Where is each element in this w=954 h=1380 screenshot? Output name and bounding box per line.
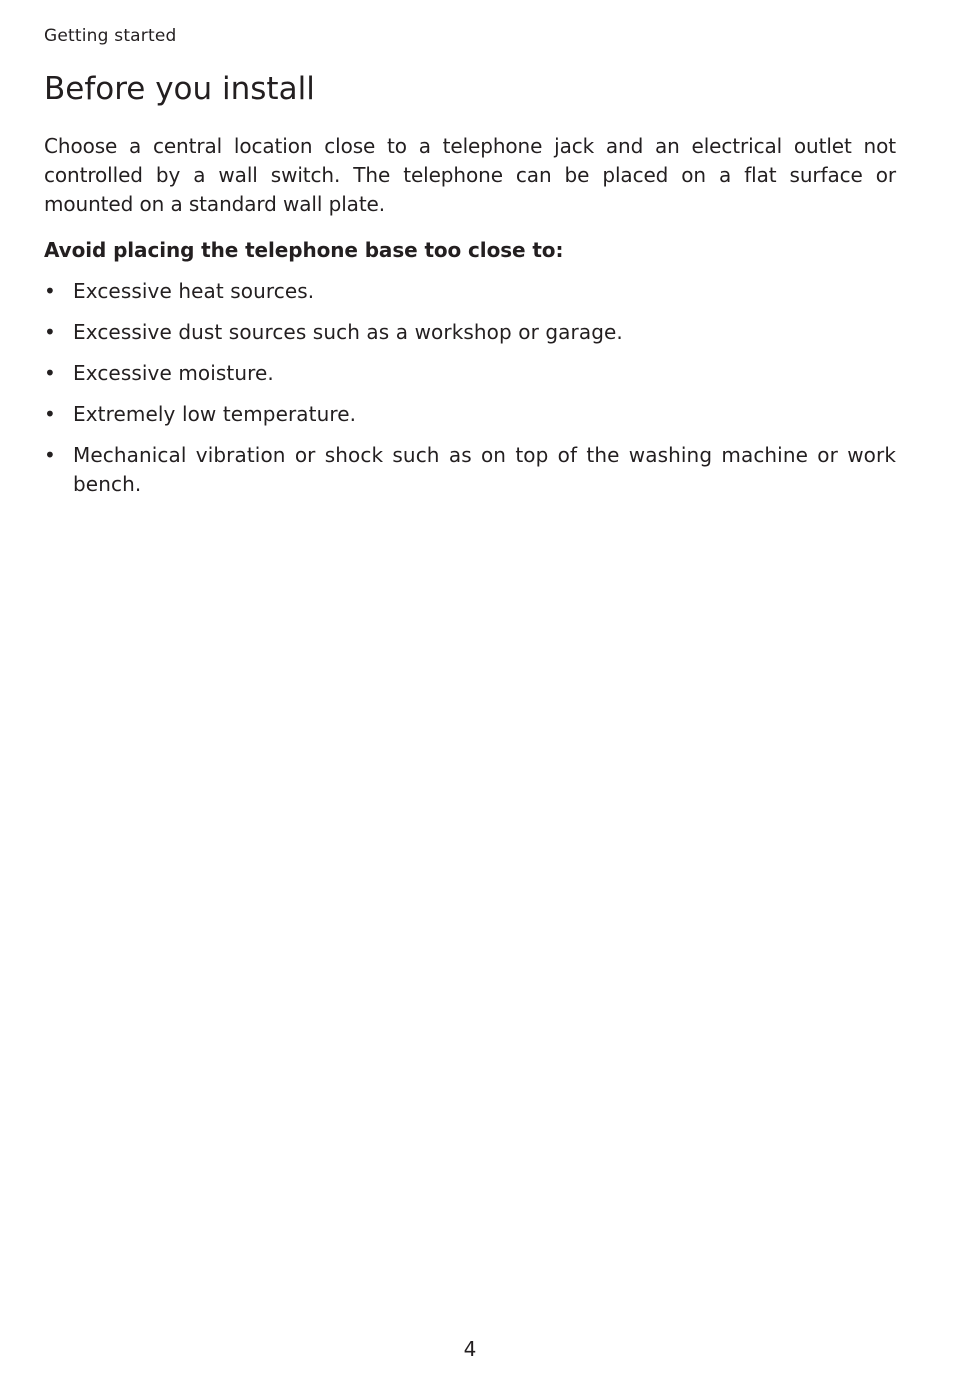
page-number: 4 [463,1337,477,1361]
document-page [44,0,896,1380]
avoid-list-heading: Avoid placing the telephone base too close to: [44,238,564,262]
bullet-icon: • [44,279,56,303]
list-item [44,277,896,306]
list-item [44,441,896,499]
page-title: Before you install [44,71,315,107]
list-item-text: Mechanical vibration or shock such as on top of the washing machine or work bench. [73,443,896,496]
intro-paragraph: Choose a central location close to a telephone jack and an electrical outlet not controlled by a wall switch. The telephone can be placed on a flat surface or mounted on a standard wall plate. [44,134,896,216]
list-item-text: Excessive dust sources such as a workshop or garage. [73,320,623,344]
list-item [44,318,896,347]
list-item-text: Excessive moisture. [73,361,274,385]
section-label: Getting started [44,26,177,46]
list-item-text: Extremely low temperature. [73,402,357,426]
list-item [44,359,896,388]
bullet-icon: • [44,443,56,467]
bullet-icon: • [44,320,56,344]
bullet-icon: • [44,402,56,426]
list-item [44,400,896,429]
avoid-list [44,277,896,511]
list-item-text: Excessive heat sources. [73,279,315,303]
bullet-icon: • [44,361,56,385]
